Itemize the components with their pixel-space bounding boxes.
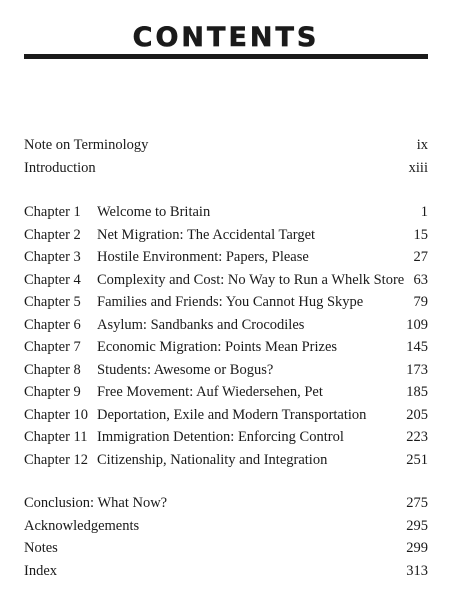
- chapter-number: Chapter 2: [24, 226, 81, 243]
- entry-title: Welcome to Britain: [97, 204, 211, 220]
- entry-title: Families and Friends: You Cannot Hug Skype: [97, 294, 364, 310]
- chapter-number: Chapter 3: [24, 249, 81, 265]
- chapter-entry: [24, 314, 428, 337]
- title-rule: [24, 54, 428, 59]
- page-number: 27: [413, 249, 428, 265]
- back-matter-list: [24, 492, 428, 582]
- chapter-entry: [24, 291, 428, 314]
- entry-title: Conclusion: What Now?: [24, 495, 168, 511]
- entry-title: Index: [24, 562, 58, 579]
- toc-entry: [24, 537, 428, 560]
- chapter-number: Chapter 10: [24, 406, 89, 423]
- chapter-entry: [24, 201, 428, 224]
- page-number: 295: [406, 517, 428, 534]
- page-number: 109: [406, 316, 428, 333]
- page-number: 63: [413, 271, 428, 288]
- chapter-number: Chapter 6: [24, 316, 81, 333]
- page-number: 79: [413, 294, 428, 310]
- chapter-number: Chapter 5: [24, 294, 81, 310]
- chapter-entry: [24, 246, 428, 269]
- entry-title: Asylum: Sandbanks and Crocodiles: [97, 316, 305, 333]
- toc-entry: [24, 134, 428, 157]
- entry-title: Complexity and Cost: No Way to Run a Whelk Store: [97, 271, 405, 288]
- entry-title: Economic Migration: Points Mean Prizes: [97, 339, 338, 355]
- entry-title: Introduction: [24, 159, 96, 176]
- page-number: 299: [406, 540, 428, 556]
- chapter-entry: [24, 449, 428, 472]
- chapter-number: Chapter 4: [24, 271, 81, 288]
- page-number: 15: [413, 226, 428, 243]
- toc-entry: [24, 515, 428, 538]
- page-number: 145: [406, 339, 428, 355]
- chapter-list: [24, 201, 428, 471]
- entry-title: Note on Terminology: [24, 137, 149, 153]
- page-number: 223: [406, 429, 428, 445]
- entry-title: Deportation, Exile and Modern Transportation: [97, 406, 367, 423]
- toc-entry: [24, 560, 428, 583]
- page-number: ix: [416, 137, 428, 153]
- chapter-number: Chapter 1: [24, 204, 81, 220]
- page-number: 173: [406, 361, 428, 378]
- chapter-number: Chapter 11: [24, 429, 88, 445]
- page-number: xiii: [408, 159, 428, 176]
- chapter-number: Chapter 12: [24, 451, 89, 468]
- entry-title: Citizenship, Nationality and Integration: [97, 451, 328, 468]
- chapter-number: Chapter 7: [24, 339, 81, 355]
- entry-title: Free Movement: Auf Wiedersehen, Pet: [97, 384, 323, 400]
- chapter-entry: [24, 426, 428, 449]
- page-number: 251: [406, 451, 428, 468]
- chapter-entry: [24, 336, 428, 359]
- entry-title: Notes: [24, 540, 58, 556]
- page-title: CONTENTS: [132, 22, 320, 53]
- chapter-entry: [24, 224, 428, 247]
- entry-title: Net Migration: The Accidental Target: [97, 226, 316, 243]
- entry-title: Hostile Environment: Papers, Please: [97, 249, 309, 265]
- page-number: 185: [406, 384, 428, 400]
- entry-title: Acknowledgements: [24, 517, 140, 534]
- chapter-entry: [24, 359, 428, 382]
- page-number: 1: [420, 204, 428, 220]
- toc-entry: [24, 157, 428, 180]
- entry-title: Students: Awesome or Bogus?: [97, 361, 274, 378]
- page-number: 313: [406, 562, 428, 579]
- chapter-number: Chapter 9: [24, 384, 81, 400]
- toc-entry: [24, 492, 428, 515]
- front-matter-list: [24, 134, 428, 179]
- chapter-entry: [24, 381, 428, 404]
- page-number: 205: [406, 406, 428, 423]
- chapter-entry: [24, 404, 428, 427]
- chapter-number: Chapter 8: [24, 361, 81, 378]
- page-number: 275: [406, 495, 428, 511]
- entry-title: Immigration Detention: Enforcing Control: [97, 429, 344, 445]
- chapter-entry: [24, 269, 428, 292]
